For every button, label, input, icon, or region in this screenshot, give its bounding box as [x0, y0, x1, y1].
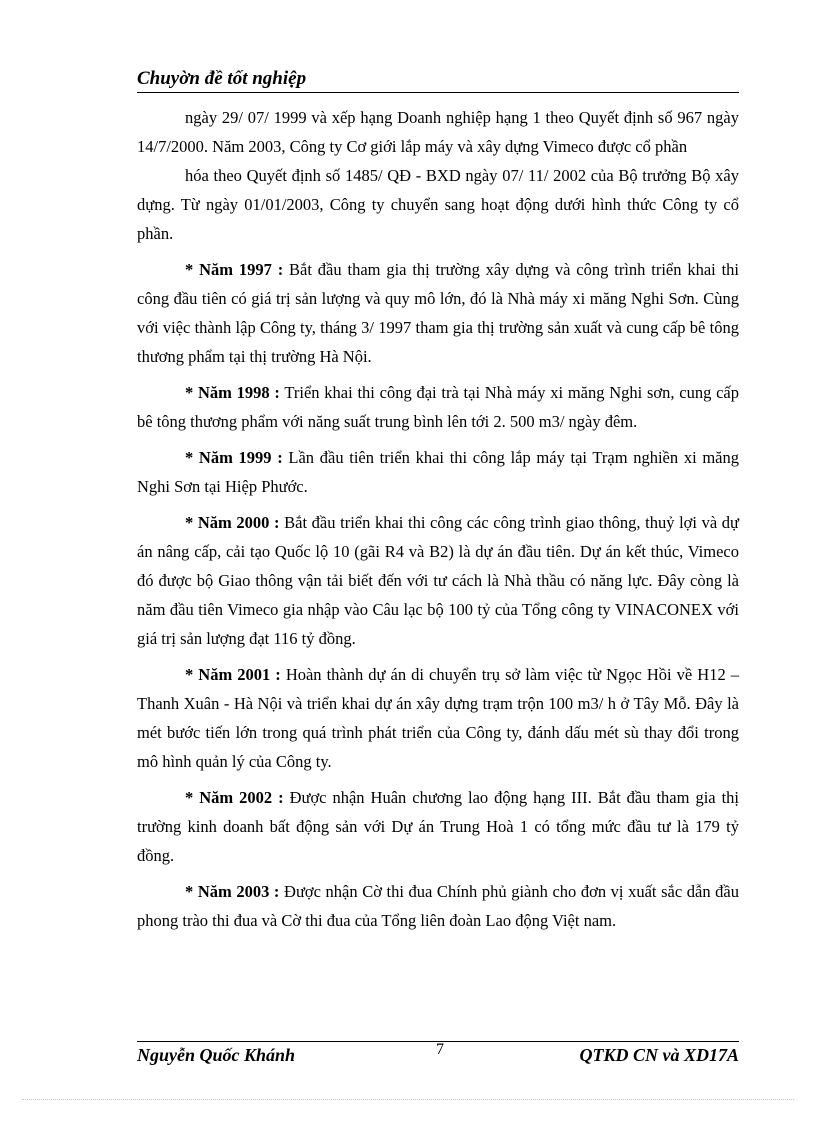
event-1999 — [137, 443, 739, 501]
page-number: 7 — [436, 1041, 444, 1058]
event-year-label: * Năm 2002 : — [185, 788, 284, 807]
event-2001 — [137, 660, 739, 776]
event-text: Được nhận Cờ thi đua Chính phủ giành cho đơn vị xuất sắc dẫn đầu phong trào thi đua và Cờ thi đua của Tổng liên đoàn Lao động Việt nam. — [137, 882, 739, 930]
event-1998 — [137, 378, 739, 436]
event-year-label: * Năm 1997 : — [185, 260, 284, 279]
event-year-label: * Năm 2003 : — [185, 882, 280, 901]
page-boundary — [22, 1099, 794, 1100]
event-text: Triển khai thi công đại trà tại Nhà máy xi măng Nghi sơn, cung cấp bê tông thương phẩm với năng suất trung bình lên tới 2. 500 m3/ ngày đêm. — [137, 383, 740, 431]
header-divider — [137, 92, 739, 93]
event-text: Hoàn thành dự án di chuyển trụ sở làm việc từ Ngọc Hồi về H12 – Thanh Xuân - Hà Nội và triển khai dự án xây dựng trạm trộn 100 m3/ h ở Tây Mỗ. Đây là mét bước tiến lớn trong quá trình phát triển của Công ty, đánh dấu mét sù thay đổi trong mô hình quản lý của Công ty. — [137, 665, 739, 771]
document-body — [137, 103, 739, 935]
footer-class-code: QTKD CN và XD17A — [579, 1045, 739, 1065]
event-text: Bắt đầu triển khai thi công các công trình giao thông, thuỷ lợi và dự án nâng cấp, cải tạo Quốc lộ 10 (gãi R4 và B2) là dự án đầu tiên. Dự án kết thúc, Vimeco đó được bộ Giao thông vận tải biết đến với tư cách là Nhà thầu có năng lực. Đây còng là năm đầu tiên Vimeco gia nhập vào Câu lạc bộ 100 tỷ của Tổng công ty VINACONEX với giá trị sản lượng đạt 116 tỷ đồng. — [137, 513, 739, 648]
event-text: Bắt đầu tham gia thị trường xây dựng và công trình triển khai thi công đầu tiên có giá trị sản lượng và quy mô lớn, đó là Nhà máy xi măng Nghi Sơn. Cùng với việc thành lập Công ty, tháng 3/ 1997 tham gia thị trường sản xuất và cung cấp bê tông thương phẩm tại thị trường Hà Nội. — [137, 260, 739, 366]
page-header-title: Chuyờn đề tốt nghiệp — [137, 68, 307, 89]
event-text: Lần đầu tiên triển khai thi công lắp máy tại Trạm nghiền xi măng Nghi Sơn tại Hiệp Phước. — [137, 448, 739, 496]
event-text: Được nhận Huân chương lao động hạng III. Bắt đầu tham gia thị trường kinh doanh bất động sản với Dự án Trung Hoà 1 có tổng mức đầu tư là 179 tỷ đồng. — [137, 788, 740, 865]
event-year-label: * Năm 1999 : — [185, 448, 283, 467]
event-2003 — [137, 877, 739, 935]
footer-author: Nguyễn Quốc Khánh — [137, 1045, 296, 1065]
event-2000 — [137, 508, 739, 653]
intro-paragraph-2: hóa theo Quyết định số 1485/ QĐ - BXD ngày 07/ 11/ 2002 của Bộ trưởng Bộ xây dựng. Từ ngày 01/01/2003, Công ty chuyển sang hoạt động dưới hình thức Công ty cổ phần. — [137, 166, 739, 243]
event-year-label: * Năm 2000 : — [185, 513, 280, 532]
event-year-label: * Năm 1998 : — [185, 383, 280, 402]
event-year-label: * Năm 2001 : — [185, 665, 281, 684]
intro-paragraph-1: ngày 29/ 07/ 1999 và xếp hạng Doanh nghiệp hạng 1 theo Quyết định số 967 ngày 14/7/2000. Năm 2003, Công ty Cơ giới lắp máy và xây dựng Vimeco được cổ phần — [137, 108, 739, 156]
event-1997 — [137, 255, 739, 371]
event-2002 — [137, 783, 739, 870]
